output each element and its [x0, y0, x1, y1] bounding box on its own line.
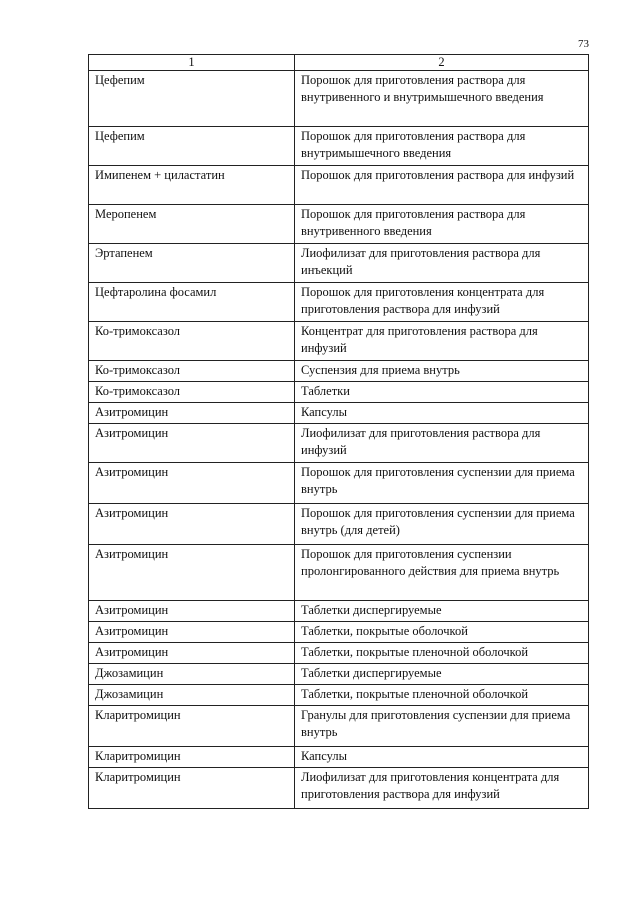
table-row [89, 361, 589, 382]
dosage-form: Таблетки, покрытые оболочкой [295, 622, 589, 643]
drug-name: Имипенем + циластатин [89, 166, 295, 205]
dosage-form: Лиофилизат для приготовления концентрата для приготовления раствора для инфузий [295, 768, 589, 809]
dosage-form: Таблетки диспергируемые [295, 601, 589, 622]
table-row [89, 283, 589, 322]
page-number: 73 [578, 38, 589, 50]
drug-name: Кларитромицин [89, 768, 295, 809]
drug-name: Кларитромицин [89, 747, 295, 768]
drug-name: Азитромицин [89, 601, 295, 622]
table-row [89, 504, 589, 545]
dosage-form: Порошок для приготовления суспензии пролонгированного действия для приема внутрь [295, 545, 589, 601]
table-row [89, 545, 589, 601]
dosage-form: Лиофилизат для приготовления раствора для инфузий [295, 424, 589, 463]
drug-name: Кларитромицин [89, 706, 295, 747]
column-header-2: 2 [295, 55, 589, 71]
drug-name: Ко-тримоксазол [89, 361, 295, 382]
drug-name: Ко-тримоксазол [89, 322, 295, 361]
drug-name: Азитромицин [89, 622, 295, 643]
table-row [89, 166, 589, 205]
drug-name: Азитромицин [89, 504, 295, 545]
drug-name: Азитромицин [89, 403, 295, 424]
drug-name: Джозамицин [89, 685, 295, 706]
dosage-form: Порошок для приготовления раствора для внутривенного и внутримышечного введения [295, 71, 589, 127]
drug-name: Цефепим [89, 71, 295, 127]
dosage-form: Порошок для приготовления раствора для инфузий [295, 166, 589, 205]
drug-name: Ко-тримоксазол [89, 382, 295, 403]
drug-name: Цефтаролина фосамил [89, 283, 295, 322]
table-row [89, 622, 589, 643]
dosage-form: Порошок для приготовления суспензии для приема внутрь (для детей) [295, 504, 589, 545]
drug-table [88, 54, 588, 809]
dosage-form: Порошок для приготовления раствора для внутривенного введения [295, 205, 589, 244]
table-row [89, 403, 589, 424]
dosage-form: Порошок для приготовления раствора для внутримышечного введения [295, 127, 589, 166]
dosage-form: Таблетки [295, 382, 589, 403]
table-row [89, 71, 589, 127]
dosage-form: Порошок для приготовления суспензии для приема внутрь [295, 463, 589, 504]
drug-name: Азитромицин [89, 643, 295, 664]
drug-name: Меропенем [89, 205, 295, 244]
dosage-form: Лиофилизат для приготовления раствора для инъекций [295, 244, 589, 283]
table-row [89, 643, 589, 664]
column-header-1: 1 [89, 55, 295, 71]
dosage-form: Таблетки диспергируемые [295, 664, 589, 685]
table-row [89, 706, 589, 747]
drug-name: Цефепим [89, 127, 295, 166]
dosage-form: Таблетки, покрытые пленочной оболочкой [295, 685, 589, 706]
table-header-row [89, 55, 589, 71]
table-row [89, 768, 589, 809]
drug-name: Азитромицин [89, 463, 295, 504]
table-row [89, 382, 589, 403]
dosage-form: Порошок для приготовления концентрата для приготовления раствора для инфузий [295, 283, 589, 322]
dosage-form: Капсулы [295, 747, 589, 768]
drug-name: Азитромицин [89, 424, 295, 463]
table-row [89, 664, 589, 685]
table-row [89, 463, 589, 504]
table-row [89, 205, 589, 244]
dosage-form: Гранулы для приготовления суспензии для приема внутрь [295, 706, 589, 747]
drug-name: Азитромицин [89, 545, 295, 601]
table-row [89, 244, 589, 283]
table-row [89, 601, 589, 622]
table-row [89, 685, 589, 706]
table-row [89, 127, 589, 166]
table-row [89, 322, 589, 361]
table-row [89, 424, 589, 463]
dosage-form: Таблетки, покрытые пленочной оболочкой [295, 643, 589, 664]
dosage-form: Суспензия для приема внутрь [295, 361, 589, 382]
table-row [89, 747, 589, 768]
drug-name: Эртапенем [89, 244, 295, 283]
drug-name: Джозамицин [89, 664, 295, 685]
dosage-form: Концентрат для приготовления раствора для инфузий [295, 322, 589, 361]
dosage-form: Капсулы [295, 403, 589, 424]
